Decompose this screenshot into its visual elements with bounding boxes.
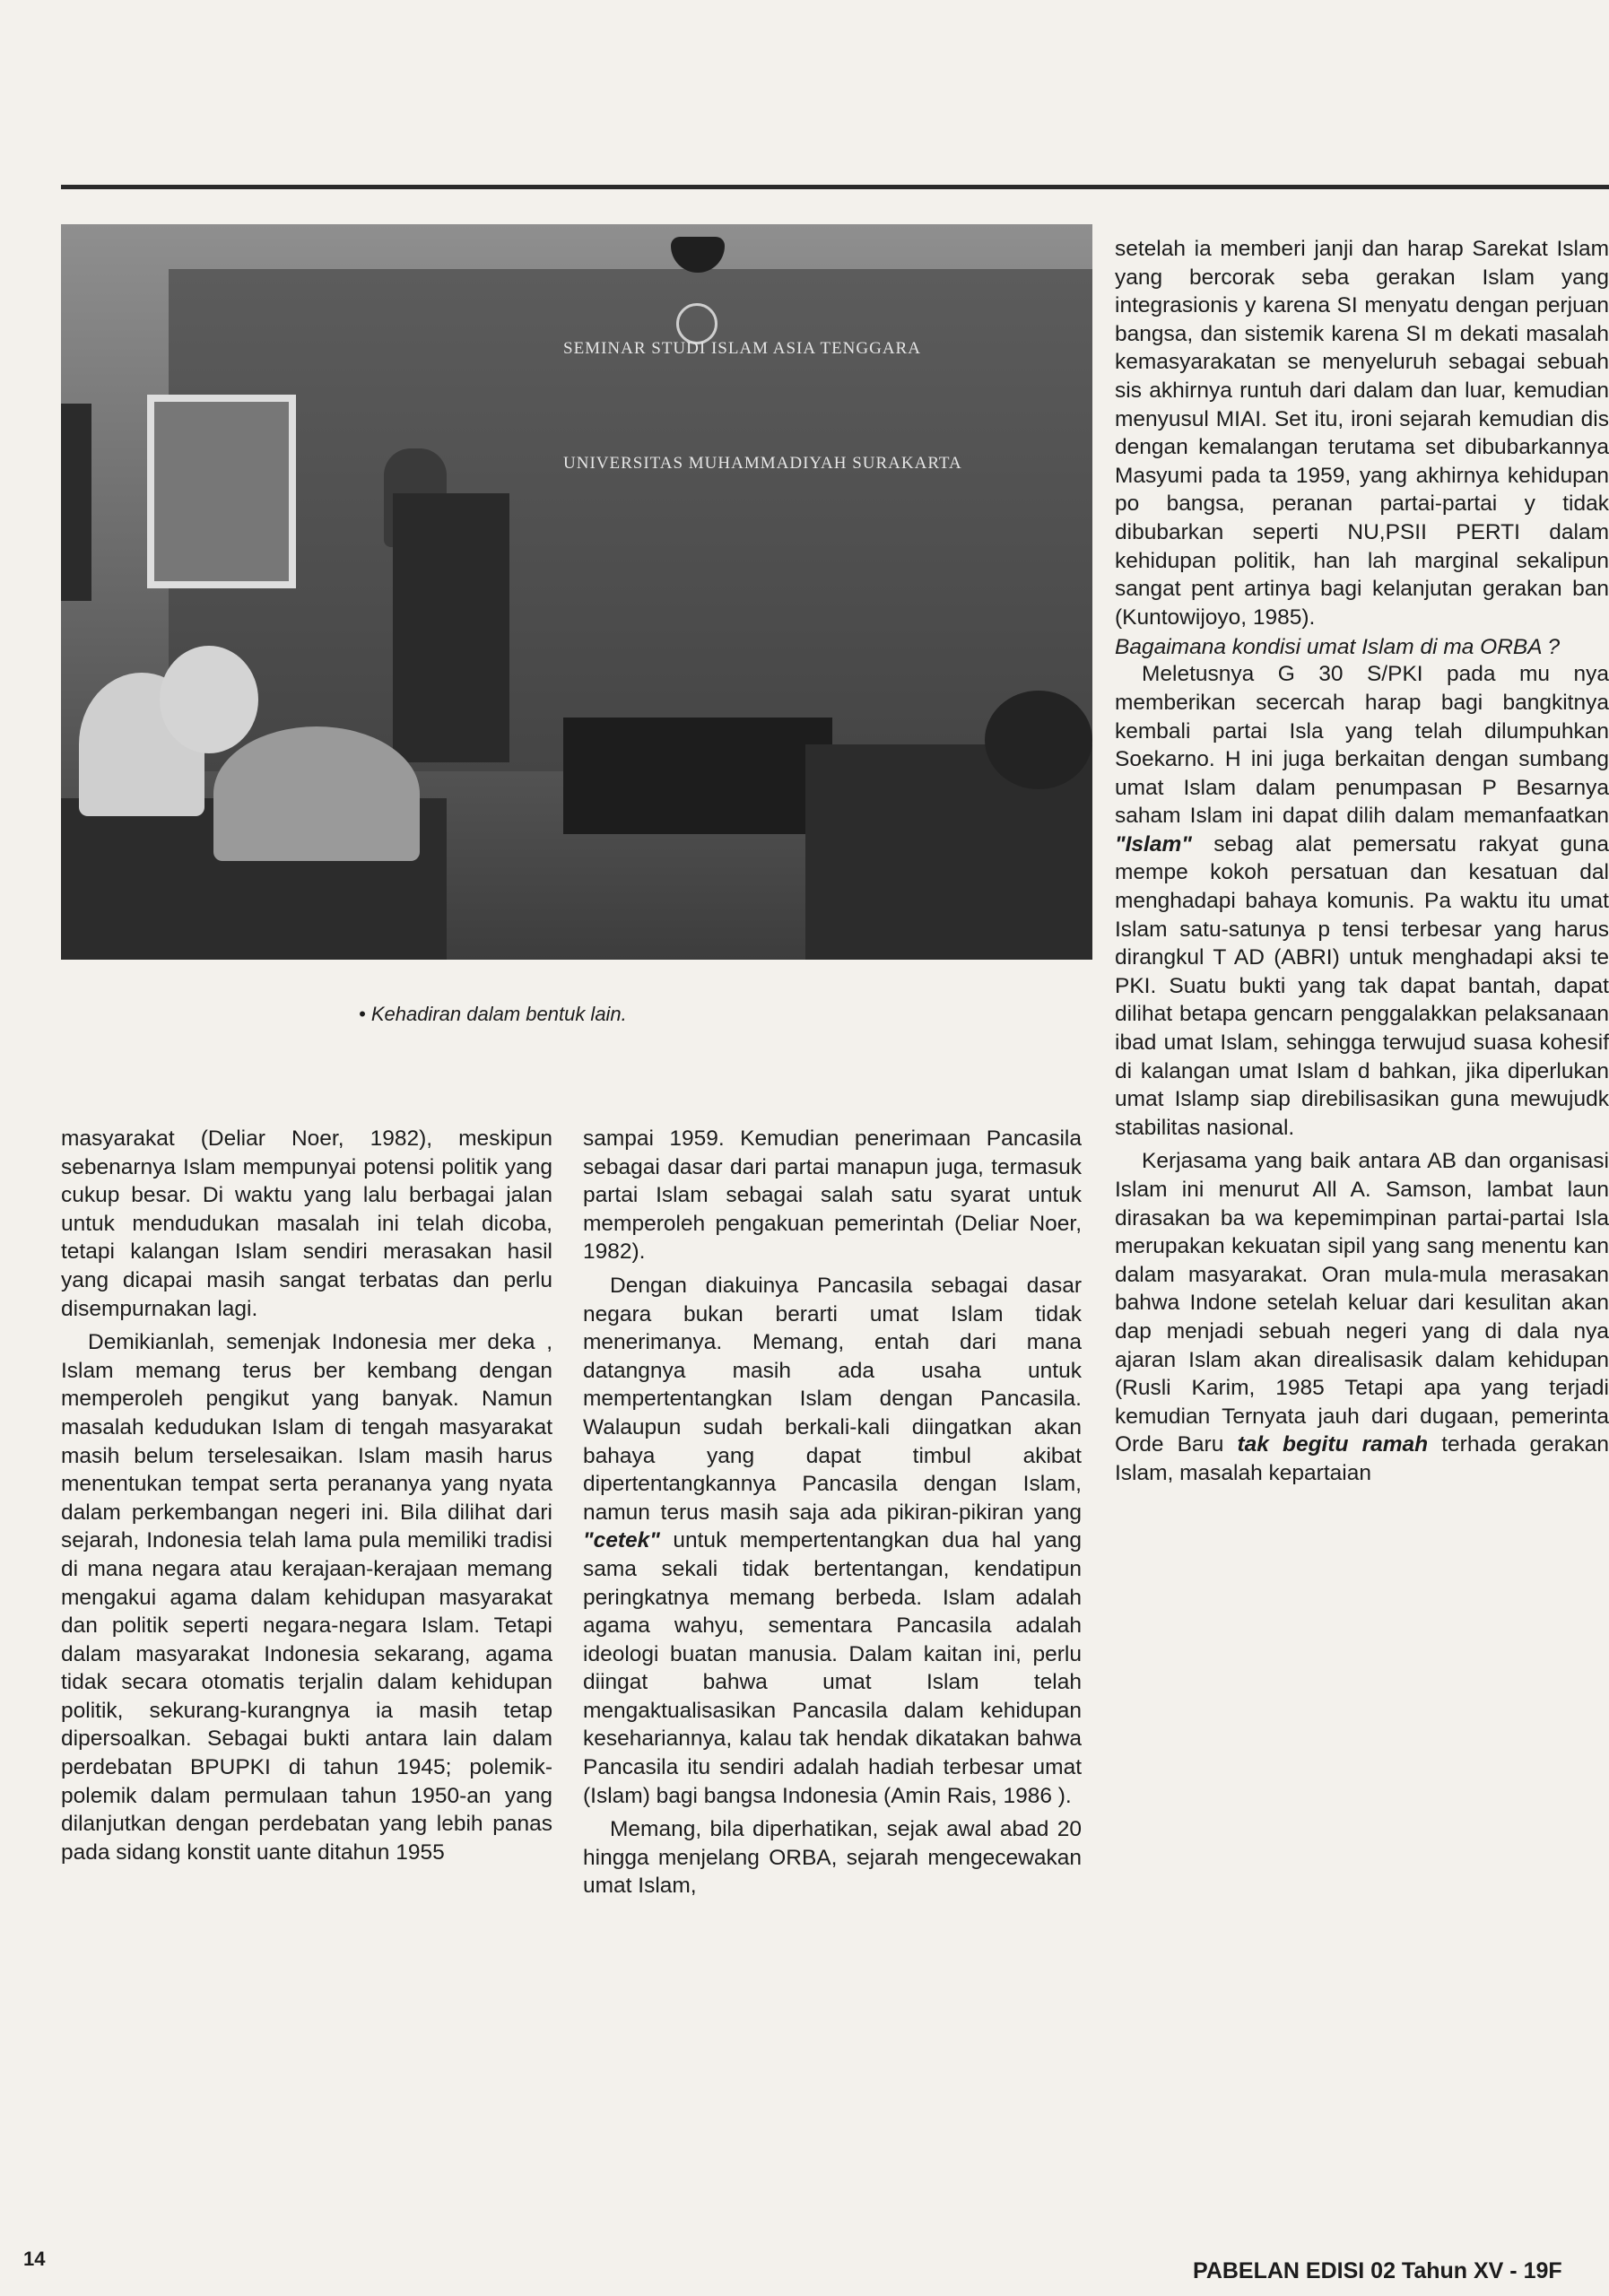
stage-floor: [563, 718, 832, 834]
audience-member: [213, 726, 420, 861]
emblem-icon: [671, 237, 725, 273]
audience-member: [160, 646, 258, 753]
paragraph: Demikianlah, semenjak Indonesia mer deka , Islam memang terus ber kembang dengan memperoleh pengikut yang banyak. Namun masalah kedudukan Islam di tengah masyarakat masih belum terselesaikan. Islam masih harus menentukan tempat serta perananya yang nyata dalam perkembangan negeri ini. Bila dilihat dari sejarah, Indonesia telah lama pula memiliki tradisi di mana negara atau kerajaan-kerajaan memang mengakui agama dalam kehidupan masyarakat dan politik seperti negara-negara Islam. Tetapi dalam masyarakat Indonesia sekarang, agama tidak secara otomatis terjalin dalam kehidupan politik, sekurang-kurangnya ia masih tetap dipersoalkan. Sebagai bukti antara lain dalam perdebatan BPUPKI di tahun 1945; polemik-polemik dalam permulaan tahun 1950-an yang dilanjutkan dengan perdebatan yang lebih panas pada sidang konstit uante ditahun 1955: [61, 1330, 552, 1865]
paragraph: masyarakat (Deliar Noer, 1982), meskipun sebenarnya Islam mempunyai potensi politik yang cukup besar. Di waktu yang lalu berbagai jalan untuk mendudukan masalah ini telah dicoba, tetapi kalangan Islam sendiri merasakan hasil yang dicapai masih sangat terbatas dan perlu disempurnakan lagi.: [61, 1126, 552, 1321]
text-run: Meletusnya G 30 S/PKI pada mu nya memberikan secercah harap bagi bangkitnya kembali partai Isla yang telah dilumpuhkan Soekarno. H ini juga berkaitan dengan sumbang umat Islam dalam penumpasan P Besarnya saham Islam ini dapat dilih dalam memanfaatkan: [1115, 662, 1609, 829]
column-3: [1115, 235, 1609, 1488]
emphasis: "Islam": [1115, 831, 1192, 857]
photo-caption: • Kehadiran dalam bentuk lain.: [359, 1003, 627, 1025]
text-run: Dengan diakuinya Pancasila sebagai dasar negara bukan berarti umat Islam tidak menerimanya. Memang, entah dari mana datangnya masih ada usaha untuk mempertentangkan Islam dengan Pancasila. Walaupun sudah berkali-kali diingatkan akan bahaya yang dapat timbul akibat dipertentangkannya Pancasila dengan Islam, namun terus masih saja ada pikiran-pikiran yang: [583, 1273, 1082, 1525]
podium: [393, 493, 509, 762]
flag: [61, 404, 91, 601]
text-run: Kerjasama yang baik antara AB dan organisasi Islam ini menurut All A. Samson, lambat laun dirasakan ba wa kepemimpinan partai-partai Isla merupakan kekuatan sipil yang sang menentu kan dalam masyarakat. Oran mula-mula merasakan bahwa Indone setelah keluar dari kesulitan akan dap menjadi sebuah negeri yang di dala nya ajaran Islam akan direalisasik dalam kehidupan (Rusli Karim, 1985 Tetapi apa yang terjadi kemudian Ternyata jauh dari dugaan, pemerinta Orde Baru: [1115, 1149, 1609, 1457]
wall-frame: [147, 395, 296, 588]
column-2: [583, 1125, 1082, 1900]
text-run: untuk mempertentangkan dua hal yang sama sekali tidak bertentangan, kendatipun peringkatnya memang berbeda. Islam adalah agama wahyu, sementara Pancasila adalah ideologi buatan manusia. Dalam kaitan ini, perlu diingat bahwa umat Islam telah mengaktualisasikan Pancasila dalam kehidupan kesehariannya, kalau tak hendak dikatakan bahwa Pancasila itu sendiri adalah hadiah terbesar umat (Islam) bagi bangsa Indonesia (Amin Rais, 1986 ).: [583, 1528, 1082, 1808]
paragraph: [583, 1272, 1082, 1810]
publication-footer: PABELAN EDISI 02 Tahun XV - 19F: [1193, 2258, 1562, 2283]
paragraph: sampai 1959. Kemudian penerimaan Pancasila sebagai dasar dari partai manapun juga, termasuk partai Islam sebagai salah satu syarat untuk memperoleh pengakuan pemerintah (Deliar Noer, 1982).: [583, 1126, 1082, 1265]
paragraph: Memang, bila diperhatikan, sejak awal abad 20 hingga menjelang ORBA, sejarah mengecewakan umat Islam,: [583, 1817, 1082, 1899]
section-question: Bagaimana kondisi umat Islam di ma ORBA ?: [1115, 635, 1561, 660]
emphasis: tak begitu ramah: [1237, 1432, 1429, 1457]
top-rule: [61, 185, 1609, 189]
paragraph: [1115, 660, 1609, 1142]
text-run: terhada gerakan Islam, masalah kepartaian: [1115, 1432, 1609, 1485]
column-1: [61, 1125, 552, 1866]
banner-line-1: SEMINAR STUDI ISLAM ASIA TENGGARA: [563, 339, 921, 358]
paragraph: setelah ia memberi janji dan harap Sarekat Islam yang bercorak seba gerakan Islam yang integrasionis y karena SI menyatu dengan perjuan bangsa, dan sistemik karena SI m dekati masalah kemasyarakatan se menyeluruh sebagai sebuah sis akhirnya runtuh dari dalam dan luar, kemudian menyusul MIAI. Set itu, ironi sejarah kemudian dis dengan kemalangan terutama set dibubarkannya Masyumi pada ta 1959, yang akhirnya kehidupan po bangsa, peranan partai-partai y tidak dibubarkan seperti NU,PSII PERTI dalam kehidupan politik, han lah marginal sekalipun sangat pent artinya bagi kelanjutan gerakan ban (Kuntowijoyo, 1985).: [1115, 237, 1609, 630]
emphasis: "cetek": [583, 1528, 660, 1553]
page-number: 14: [23, 2248, 46, 2270]
seminar-photo: [61, 224, 1092, 960]
text-run: sebag alat pemersatu rakyat guna mempe kokoh persatuan dan kesatuan dal menghadapi bahaya komunis. Pa waktu itu umat Islam satu-satunya p tensi terbesar yang harus dirangkul T AD (ABRI) untuk menghadapi aksi te PKI. Suatu bukti yang tak dapat bantah, dapat dilihat betapa gencarn penggalakkan pelaksanaan ibad umat Islam, sehingga terwujud suasa kohesif di kalangan umat Islam d bahkan, jika diperlukan umat Islamp siap direbilisasikan guna mewujudk stabilitas nasional.: [1115, 831, 1609, 1140]
paragraph: [1115, 1147, 1609, 1487]
banner-line-2: UNIVERSITAS MUHAMMADIYAH SURAKARTA: [563, 454, 962, 473]
audience-member: [985, 691, 1092, 789]
